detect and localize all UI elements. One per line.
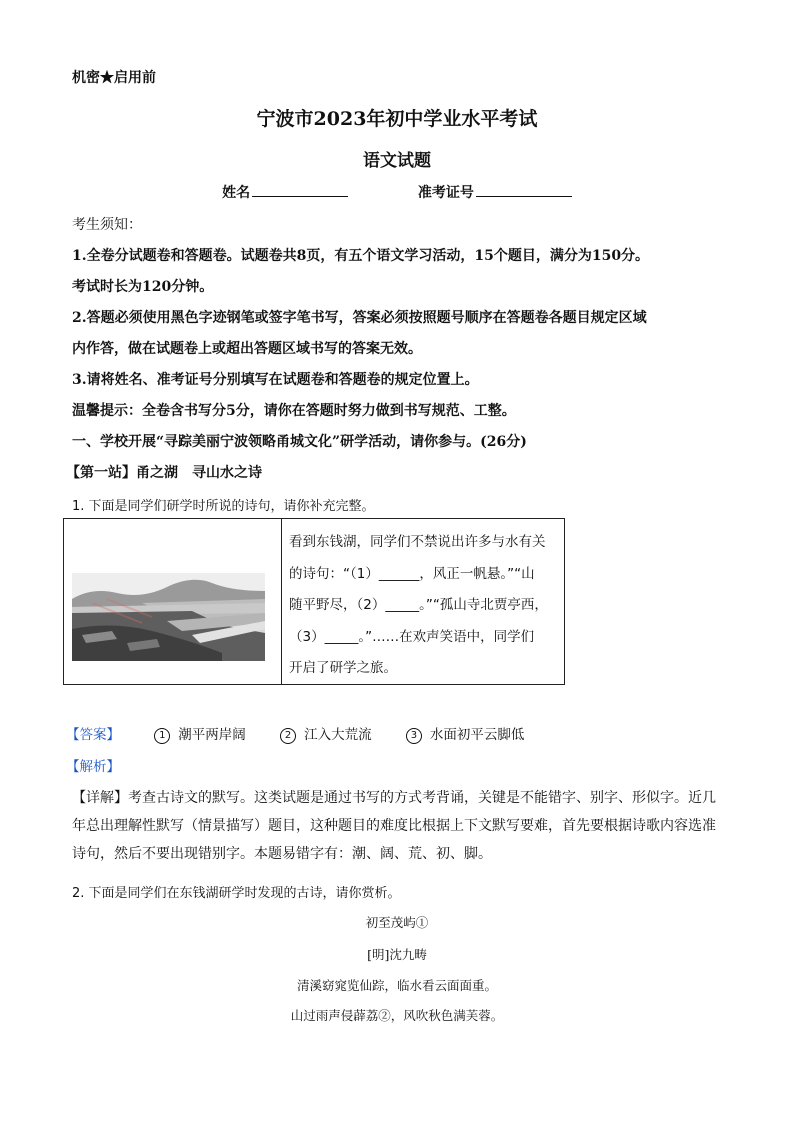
station-title: 【第一站】甬之湖 寻山水之诗 <box>66 465 262 481</box>
poem-line-2: 山过雨声侵薜荔②，风吹秋色满芙蓉。 <box>290 1008 504 1023</box>
instruction-line: 1.全卷分试题卷和答题卷。试题卷共8页，有五个语文学习活动，15个题目，满分为150分。 <box>72 248 650 264</box>
question-2: 2. 下面是同学们在东钱湖研学时发现的古诗，请你赏析。 <box>72 886 401 901</box>
question-1-table <box>63 518 565 685</box>
name-id-row <box>0 182 794 202</box>
exam-title: 宁波市2023年初中学业水平考试 <box>256 108 538 130</box>
prompt-line: 的诗句：“（1）______，风正一帆悬。”“山 <box>289 565 535 582</box>
answer-number: 3 <box>406 728 422 744</box>
name-blank <box>252 184 348 197</box>
analysis-detail <box>72 784 734 868</box>
detail-line: 【详解】考查古诗文的默写。这类试题是通过书写的方式考背诵，关键是不能错字、别字、形似字。近几 <box>72 790 716 806</box>
question-1: 1. 下面是同学们研学时所说的诗句，请你补充完整。 <box>72 499 375 514</box>
answer-text: 潮平两岸阔 <box>178 727 246 743</box>
lake-photo-image <box>72 573 265 661</box>
instruction-line: 2.答题必须使用黑色字迹钢笔或签字笔书写，答案必须按照题号顺序在答题卷各题目规定区域 <box>72 310 647 326</box>
detail-line: 年总出理解性默写（情景描写）题目，这种题目的难度比根据上下文默写要难，首先要根据诗歌内容选准 <box>72 818 716 834</box>
id-label: 准考证号 <box>417 185 474 201</box>
poem-line-1: 清溪窈窕览仙踪，临水看云面面重。 <box>296 978 497 993</box>
confidential-label: 机密★启用前 <box>72 70 156 86</box>
answer-number: 2 <box>280 728 296 744</box>
name-label: 姓名 <box>222 185 251 201</box>
prompt-line: 开启了研学之旅。 <box>289 660 397 676</box>
exam-subtitle: 语文试题 <box>363 151 431 171</box>
poem-title: 初至茂屿① <box>365 915 429 930</box>
instruction-line: 内作答，做在试题卷上或超出答题区域书写的答案无效。 <box>72 341 422 357</box>
answer-row <box>66 723 734 744</box>
prompt-line: 随平野尽，（2）_____。”“孤山寺北贾亭西， <box>289 597 548 613</box>
instructions-heading: 考生须知： <box>72 217 142 233</box>
question-1-prompt <box>289 527 559 685</box>
answer-text: 水面初平云脚低 <box>429 727 525 743</box>
detail-line: 诗句，然后不要出现错别字。本题易错字有：潮、阔、荒、初、脚。 <box>72 846 492 862</box>
id-blank <box>476 184 572 197</box>
instruction-line: 3.请将姓名、准考证号分别填写在试题卷和答题卷的规定位置上。 <box>72 372 479 388</box>
analysis-label: 【解析】 <box>66 759 120 775</box>
prompt-line: 看到东钱湖，同学们不禁说出许多与水有关 <box>289 534 546 550</box>
instruction-line: 温馨提示：全卷含书写分5分，请你在答题时努力做到书写规范、工整。 <box>72 403 516 419</box>
answer-number: 1 <box>154 728 170 744</box>
lake-photo <box>72 573 265 661</box>
prompt-line: （3）_____。”……在欢声笑语中，同学们 <box>289 628 535 645</box>
instruction-line: 考试时长为120分钟。 <box>72 279 214 295</box>
answer-text: 江入大荒流 <box>304 727 372 743</box>
answer-item <box>280 723 372 744</box>
poem-author: [明]沈九畴 <box>367 947 427 962</box>
answer-item <box>154 723 246 744</box>
answer-label: 【答案】 <box>66 727 120 743</box>
table-divider <box>281 519 282 684</box>
answer-item <box>406 723 525 744</box>
section-title: 一、学校开展“寻踪美丽宁波领略甬城文化”研学活动，请你参与。(26分) <box>72 434 527 450</box>
